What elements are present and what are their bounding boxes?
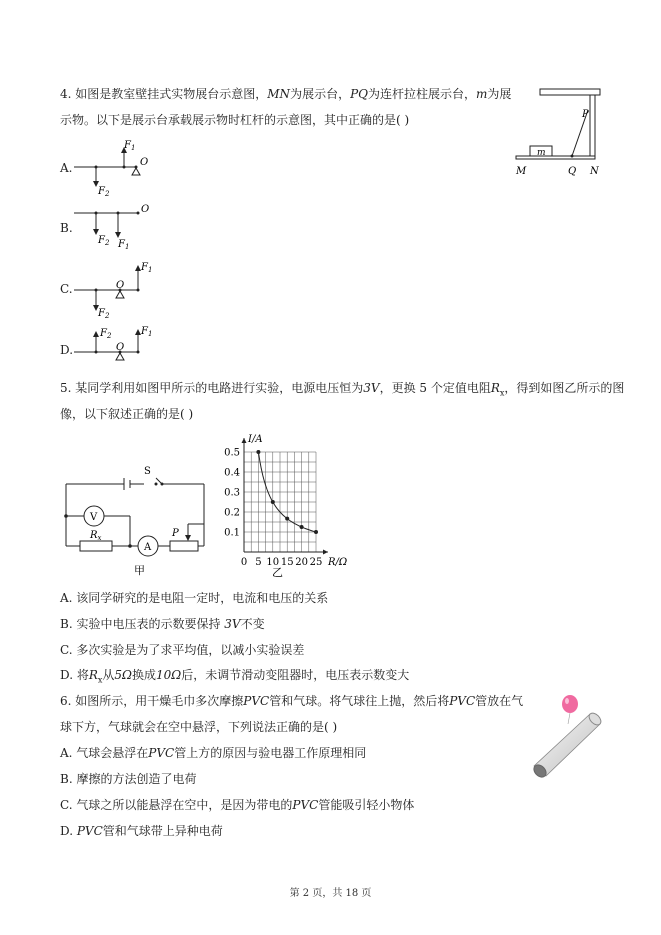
- q5-option-c: C. 多次实验是为了求平均值，以减小实验误差: [60, 643, 305, 657]
- x-tick-label: 0: [240, 557, 248, 568]
- y-axis-label: I/A: [248, 434, 263, 445]
- q4-line2: 示物。以下是展示台承载展示物时杠杆的示意图，其中正确的是( ): [60, 113, 410, 127]
- svg-text:O: O: [140, 157, 149, 168]
- q4-stand-figure: [510, 86, 610, 178]
- label-mm: M: [516, 166, 527, 177]
- label-m: m: [537, 148, 546, 158]
- data-point: [271, 500, 275, 504]
- q6-balloon-pvc-figure: [530, 690, 605, 778]
- circuit-caption: 甲: [134, 564, 145, 577]
- q6-option-d: D. PVC管和气球带上异种电荷: [60, 824, 223, 838]
- x-axis-arrow: [323, 550, 328, 555]
- svg-text:F1: $F_1$: [141, 326, 153, 338]
- x-tick-label: 5: [255, 557, 262, 568]
- q5-option-b: B. 实验中电压表的示数要保持 3V不变: [60, 617, 265, 631]
- x-tick-label: 25: [309, 557, 323, 568]
- balloon-icon: [562, 695, 578, 713]
- label-p-slider: P: [172, 528, 179, 539]
- display-shelf-mn: [516, 156, 595, 159]
- q5-option-d: D. 将$R_x$从5Ω换成10Ω后，未调节滑动变阻器时，电压表示数变大: [60, 668, 410, 685]
- q6-option-a: A. 气球会悬浮在PVC管上方的原因与验电器工作原理相同: [60, 746, 367, 760]
- q4-option-b-diagram: [74, 198, 174, 254]
- q6-line1: 6. 如图所示，用干燥毛巾多次摩擦PVC管和气球。将气球往上抛，然后将PVC管放在气: [60, 694, 524, 708]
- label-v: V: [90, 512, 98, 523]
- data-point: [285, 517, 289, 521]
- q5-line2: 像，以下叙述正确的是( ): [60, 407, 194, 421]
- q6-option-b: B. 摩擦的方法创造了电荷: [60, 772, 197, 786]
- y-tick-label: 0.4: [224, 467, 240, 479]
- sliding-rheostat: [170, 541, 198, 551]
- q4-line1: 4. 如图是教室壁挂式实物展台示意图，MN为展示台，PQ为连杆拉柱展示台，m为展: [60, 87, 512, 101]
- wall-post: [590, 95, 595, 156]
- y-tick-label: 0.3: [224, 487, 240, 499]
- resistor-rx: [80, 541, 112, 551]
- svg-text:F2: $F_2$: [98, 308, 110, 320]
- data-point: [256, 450, 260, 454]
- data-point: [314, 530, 318, 534]
- svg-text:O: O: [116, 280, 125, 291]
- q4-option-b-label: B.: [60, 221, 73, 235]
- y-tick-label: 0.1: [224, 527, 240, 539]
- label-a: A: [144, 542, 152, 553]
- label-n: N: [590, 166, 599, 177]
- svg-text:F1: $F_1$: [141, 262, 153, 274]
- svg-text:F2: $F_2$: [100, 328, 112, 340]
- q5-circuit-diagram: [58, 460, 208, 580]
- label-q: Q: [568, 166, 577, 177]
- svg-text:F2: $F_2$: [98, 235, 110, 247]
- q4-option-c-diagram: [74, 254, 174, 322]
- x-tick-label: 10: [266, 557, 280, 568]
- y-tick-label: 0.5: [224, 447, 240, 459]
- q6-line2: 球下方，气球就会在空中悬浮，下列说法正确的是( ): [60, 720, 338, 734]
- q5-line1: 5. 某同学利用如图甲所示的电路进行实验，电源电压恒为3V，更换 5 个定值电阻$R_x$，得到如图乙所示的图: [60, 381, 625, 398]
- q4-option-d-label: D.: [60, 343, 74, 357]
- svg-text:O: O: [141, 204, 150, 215]
- graph-caption: 乙: [272, 566, 283, 579]
- q4-option-a-label: A.: [60, 161, 73, 175]
- pvc-pipe-icon: [532, 711, 604, 780]
- svg-text:F2: $F_2$: [98, 186, 110, 198]
- page-footer: 第 2 页，共 18 页: [289, 888, 372, 899]
- data-point: [300, 525, 304, 529]
- label-rx: $R_x$: [90, 530, 102, 542]
- q5-current-resistance-graph: [210, 426, 348, 584]
- x-tick-label: 15: [280, 557, 294, 568]
- svg-text:F1: $F_1$: [124, 140, 136, 152]
- label-p: P: [582, 109, 589, 120]
- q4-option-d-diagram: [74, 322, 174, 366]
- y-tick-label: 0.2: [224, 507, 240, 519]
- q6-option-c: C. 气球之所以能悬浮在空中，是因为带电的PVC管能吸引轻小物体: [60, 798, 415, 812]
- wall-bracket-top: [540, 89, 600, 95]
- q4-option-a-diagram: [74, 134, 174, 198]
- q5-option-a: A. 该同学研究的是电阻一定时，电流和电压的关系: [60, 591, 329, 605]
- svg-text:F1: $F_1$: [118, 239, 130, 251]
- x-tick-label: 20: [295, 557, 308, 568]
- y-axis-arrow: [242, 438, 247, 443]
- svg-text:O: O: [116, 342, 125, 353]
- x-axis-label: R/Ω: [328, 557, 348, 568]
- q4-option-c-label: C.: [60, 282, 73, 296]
- label-s: S: [144, 466, 151, 477]
